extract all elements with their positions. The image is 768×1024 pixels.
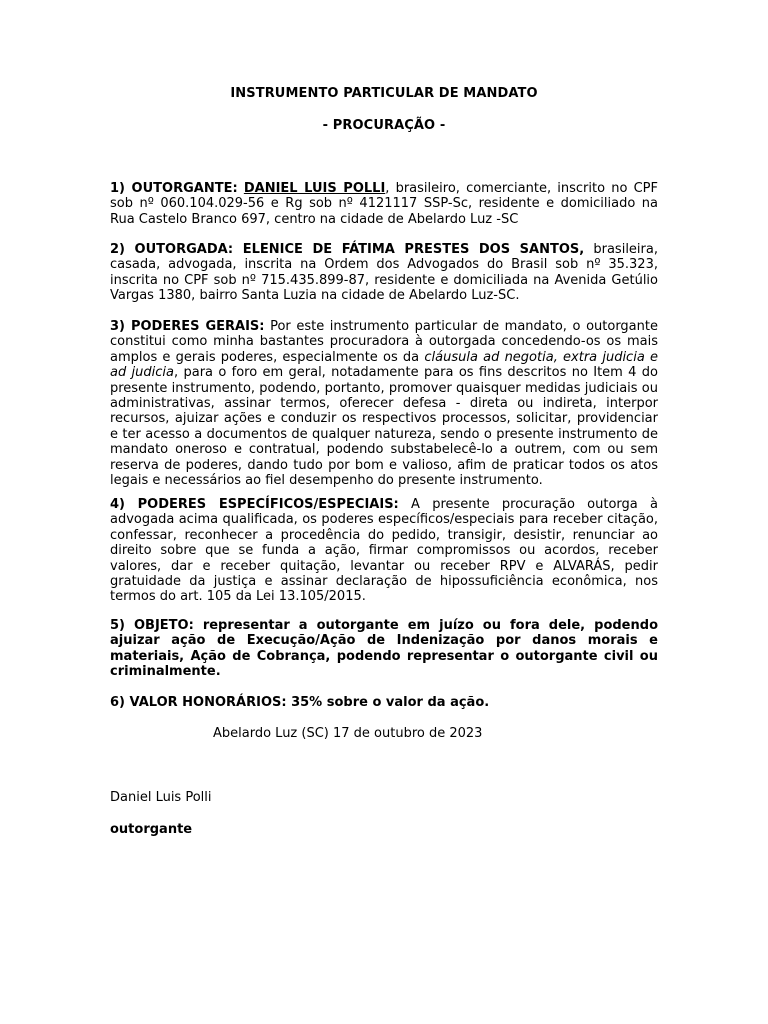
section-4-text: A presente procuração outorga à advogada acima qualificada, os poderes específicos/especiais para receber citação, confessar, reconhecer a procedência do pedido, transigir, desistir, renunciar ao direito sobre que se funda a ação, firmar compromissos ou acordos, receber valores, dar e receber quitação, levantar ou receber RPV e ALVARÁS, pedir gratuidade da justiça e assinar declaração de hipossuficiência econômica, nos termos do art. 105 da Lei 13.105/2015. bbox=[110, 497, 659, 605]
section-4-label: 4) PODERES ESPECÍFICOS/ESPECIAIS: bbox=[110, 497, 399, 512]
signature-role: outorgante bbox=[110, 822, 193, 837]
section-outorgante bbox=[110, 181, 658, 227]
document-subtitle: - PROCURAÇÃO - bbox=[322, 118, 446, 133]
section-3-text-a: Por este instrumento particular de mandato, o outorgante constitui como minha bastantes procuradora à outorgada concedendo-os os mais amplos e gerais poderes, especialmente os da bbox=[110, 319, 658, 365]
section-1-label: 1) OUTORGANTE: bbox=[110, 181, 238, 196]
section-outorgada bbox=[110, 242, 658, 304]
section-poderes-especificos bbox=[110, 497, 658, 605]
section-poderes-gerais bbox=[110, 319, 658, 488]
section-3-label: 3) PODERES GERAIS: bbox=[110, 319, 265, 334]
signature-name: Daniel Luis Polli bbox=[110, 790, 212, 805]
date-line: Abelardo Luz (SC) 17 de outubro de 2023 bbox=[213, 726, 483, 741]
outorgante-name: DANIEL LUIS POLLI bbox=[243, 181, 386, 196]
section-2-label: 2) OUTORGADA: ELENICE DE FÁTIMA PRESTES DOS SANTOS, bbox=[110, 242, 585, 257]
section-2-text: brasileira, casada, advogada, inscrita na Ordem dos Advogados do Brasil sob nº 35.323, inscrita no CPF sob nº 715.435.899-87, residente e domiciliada na Avenida Getúlio Vargas 1380, bairro Santa Luzia na cidade de Abelardo Luz-SC. bbox=[110, 242, 658, 304]
section-3-text-b: , para o foro em geral, notadamente para os fins descritos no Item 4 do presente instrumento, podendo, portanto, promover quaisquer medidas judiciais ou administrativas, assinar termos, oferecer defesa - direta ou indireta, interpor recursos, ajuizar ações e conduzir os respectivos processos, solicitar, providenciar e ter acesso a documentos de qualquer natureza, sendo o presente instrumento de mandato oneroso e contratual, podendo substabelecê-lo a outrem, com ou sem reserva de poderes, dando tudo por bom e valioso, afim de praticar todos os atos legais e necessários ao fiel desempenho do presente instrumento. bbox=[110, 365, 658, 489]
section-3-italic: cláusula ad negotia, extra judicia e ad judicia bbox=[110, 349, 658, 381]
section-honorarios: 6) VALOR HONORÁRIOS: 35% sobre o valor da ação. bbox=[110, 695, 490, 710]
section-1-text: , brasileiro, comerciante, inscrito no CPF sob nº 060.104.029-56 e Rg sob nº 4121117 SSP-Sc, residente e domiciliado na Rua Castelo Branco 697, centro na cidade de Abelardo Luz -SC bbox=[110, 181, 658, 227]
document-title: INSTRUMENTO PARTICULAR DE MANDATO bbox=[230, 86, 538, 101]
section-objeto: 5) OBJETO: representar a outorgante em juízo ou fora dele, podendo ajuizar ação de Execução/Ação de Indenização por danos morais e materiais, Ação de Cobrança, podendo representar o outorgante civil ou criminalmente. bbox=[110, 618, 658, 680]
